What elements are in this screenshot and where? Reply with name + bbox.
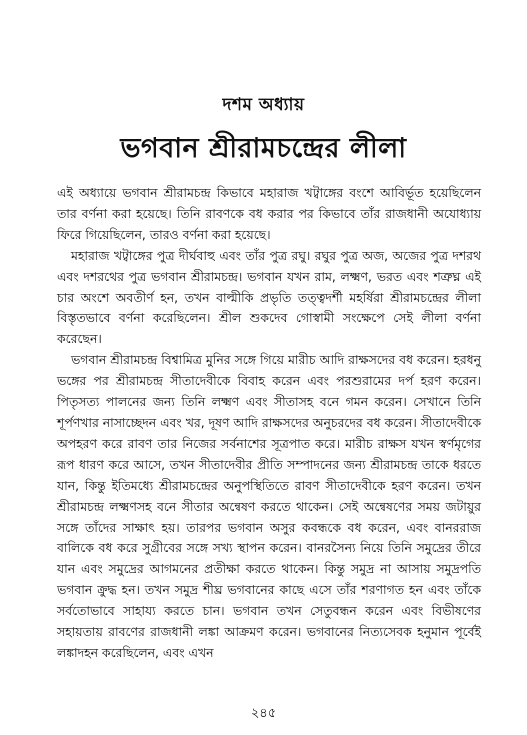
summary-paragraph: এই অধ্যায়ে ভগবান শ্রীরামচন্দ্র কিভাবে মহারাজ খট্বাঙ্গের বংশে আবির্ভূত হয়েছিলেন তার বর্ণনা করা হয়েছে। তিনি রাবণকে বধ করার পর কিভাবে তাঁর রাজধানী অযোধ্যায় ফিরে গিয়েছিলেন, তারও বর্ণনা করা হয়েছে। [57, 185, 481, 242]
chapter-number: দশম অধ্যায় [222, 95, 305, 115]
chapter-body [57, 183, 481, 664]
page-number: ২৪৫ [250, 706, 277, 721]
chapter-title: ভগবান শ্রীরামচন্দ্রের লীলা [120, 133, 407, 164]
lineage-paragraph: মহারাজ খট্বাঙ্গের পুত্র দীর্ঘবাহু এবং তাঁর পুত্র রঘু। রঘুর পুত্র অজ, অজের পুত্র দশরথ এবং দশরথের পুত্র ভগবান শ্রীরামচন্দ্র। ভগবান যখন রাম, লক্ষ্মণ, ভরত এবং শত্রুঘ্ন এই চার অংশে অবতীর্ণ হন, তখন বাল্মীকি প্রভৃতি তত্ত্বদর্শী মহর্ষিরা শ্রীরামচন্দ্রের লীলা বিস্তৃতভাবে বর্ণনা করেছিলেন। শ্রীল শুকদেব গোস্বামী সংক্ষেপে সেই লীলা বর্ণনা করেছেন। [57, 247, 481, 347]
narrative-paragraph: ভগবান শ্রীরামচন্দ্র বিশ্বামিত্র মুনির সঙ্গে গিয়ে মারীচ আদি রাক্ষসদের বধ করেন। হরধনু ভঙ্গের পর শ্রীরামচন্দ্র সীতাদেবীকে বিবাহ করেন এবং পরশুরামের দর্প হরণ করেন। পিতৃসত্য পালনের জন্য তিনি লক্ষ্মণ এবং সীতাসহ বনে গমন করেন। সেখানে তিনি শূর্পণখার নাসাচ্ছেদন এবং খর, দূষণ আদি রাক্ষসদের অনুচরদের বধ করেন। সীতাদেবীকে অপহরণ করে রাবণ তার নিজের সর্বনাশের সূত্রপাত করে। মারীচ রাক্ষস যখন স্বর্ণমৃগের রূপ ধারণ করে আসে, তখন সীতাদেবীর প্রীতি সম্পাদনের জন্য শ্রীরামচন্দ্র তাকে ধরতে যান, কিন্তু ইতিমধ্যে শ্রীরামচন্দ্রের অনুপস্থিতিতে রাবণ সীতাদেবীকে হরণ করেন। তখন শ্রীরামচন্দ্র লক্ষ্মণসহ বনে সীতার অন্বেষণ করতে থাকেন। সেই অন্বেষণের সময় জটায়ুর সঙ্গে তাঁদের সাক্ষাৎ হয়। তারপর ভগবান অসুর কবন্ধকে বধ করেন, এবং বানররাজ বালিকে বধ করে সুগ্রীবের সঙ্গে সখ্য স্থাপন করেন। বানরসৈন্য নিয়ে তিনি সমুদ্রের তীরে যান এবং সমুদ্রের আগমনের প্রতীক্ষা করতে থাকেন। কিন্তু সমুদ্র না আসায় সমুদ্রপতি ভগবান ক্রুদ্ধ হন। তখন সমুদ্র শীঘ্র ভগবানের কাছে এসে তাঁর শরণাগত হন এবং তাঁকে সর্বতোভাবে সাহায্য করতে চান। ভগবান তখন সেতুবন্ধন করেন এবং বিভীষণের সহায়তায় রাবণের রাজধানী লঙ্কা আক্রমণ করেন। ভগবানের নিত্যসেবক হনুমান পূর্বেই লঙ্কাদহন করেছিলেন, এবং এখন [57, 352, 481, 660]
